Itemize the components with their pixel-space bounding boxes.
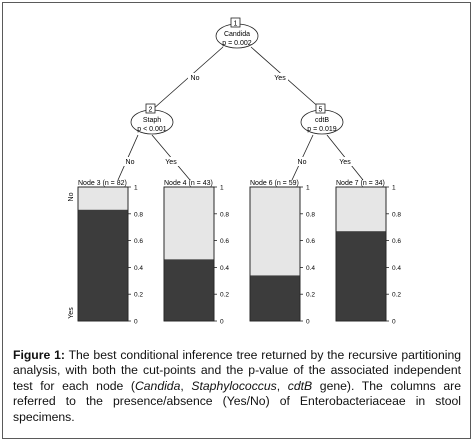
caption-cdtb: cdtB [287,378,313,393]
figure-caption [13,348,461,425]
caption-separator: , [276,378,288,393]
node-id: 5 [318,106,323,114]
node-id: 2 [148,106,153,114]
node-variable: Candida [223,31,251,38]
tree-node-1 [216,18,258,48]
node-pvalue: p = 0.002 [222,40,252,47]
bar-yes-segment [336,231,386,321]
node-variable: cdtB [314,117,330,124]
axis-tick-label: 0.4 [134,264,144,272]
axis-tick-label: 1 [220,184,224,192]
axis [128,185,143,326]
side-label-no: No [68,192,75,202]
axis-tick-label: 0.4 [220,264,230,272]
axis-tick-label: 0.2 [134,291,144,299]
axis-tick-label: 0.4 [306,264,316,272]
edge-label-no: No [125,159,135,166]
terminal-label: Node 7 (n = 34) [336,180,385,187]
axis-tick-label: 1 [306,184,310,192]
bar-yes-segment [164,259,214,321]
axis-tick-label: 0.6 [134,238,144,246]
terminal-node-4 [164,180,229,326]
node-variable: Staph [142,117,162,124]
axis-tick-label: 0 [134,318,138,326]
axis-tick-label: 0.4 [392,264,402,272]
edge-label-no: No [190,75,200,82]
caption-candida: Candida [134,378,181,393]
terminal-label: Node 4 (n = 43) [164,180,213,187]
axis-tick-label: 0.6 [392,238,402,246]
edge-label-yes: Yes [165,159,177,166]
axis [386,185,401,326]
terminal-label: Node 3 (n = 82) [78,180,127,187]
bar-yes-segment [250,275,300,321]
caption-separator: , [180,378,192,393]
terminal-node-6 [250,180,315,326]
caption-staph: Staphylococcus [191,378,277,393]
terminal-node-3 [78,180,143,326]
axis-tick-label: 0.6 [220,238,230,246]
axis [300,185,315,326]
axis-tick-label: 0 [220,318,224,326]
tree-node-2 [131,104,173,134]
caption-text: The best conditional inference tree returned by the recursive partitioning analysis, with both the cut-points and the p-value of the associated independent test for each node ( [13,348,461,393]
axis-tick-label: 0.8 [392,211,402,219]
terminal-label: Node 6 (n = 59) [250,180,299,187]
edge-label-yes: Yes [339,159,351,166]
bar-yes-segment [78,210,128,321]
edge-label-yes: Yes [274,75,286,82]
caption-text: gene). The columns are referred to the presence/absence (Yes/No) of Enterobacteriaceae in stool specimens. [13,378,461,424]
edge-label-no: No [297,159,307,166]
axis-tick-label: 0.8 [134,211,144,219]
terminal-node-7 [336,180,401,326]
axis-tick-label: 0.8 [306,211,316,219]
axis-tick-label: 0.2 [306,291,316,299]
axis-tick-label: 1 [134,184,138,192]
axis-tick-label: 0 [306,318,310,326]
caption-label: Figure 1: [13,348,65,362]
node-pvalue: p < 0.001 [137,126,167,133]
tree-node-5 [301,104,343,134]
axis-tick-label: 0.2 [392,291,402,299]
node-id: 1 [233,20,238,28]
axis-tick-label: 0 [392,318,396,326]
side-label-yes: Yes [68,307,75,319]
axis [214,185,229,326]
axis-tick-label: 1 [392,184,396,192]
axis-tick-label: 0.2 [220,291,230,299]
axis-tick-label: 0.8 [220,211,230,219]
axis-tick-label: 0.6 [306,238,316,246]
node-pvalue: p = 0.019 [307,126,337,133]
